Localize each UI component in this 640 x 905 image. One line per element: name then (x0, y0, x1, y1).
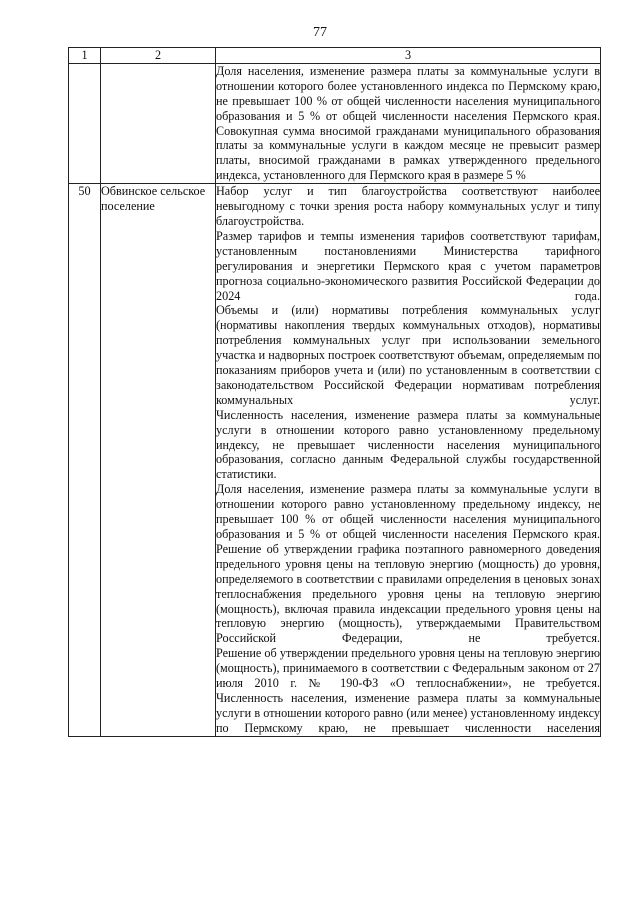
content-paragraph: Объемы и (или) нормативы потребления коммунальных услуг (нормативы накопления твердых коммунальных отходов), нормативы потребления коммунальных услуг при использовании земельного участка и надворных построек соответствуют объемам, определяемым по показаниям приборов учета и (или) по установленным в соответствии с законодательством Российской Федерации нормативам потребления коммунальных услуг. (216, 303, 600, 407)
row-content-cell (216, 184, 601, 737)
table-row-continuation (69, 63, 601, 183)
row-number: 50 (69, 184, 101, 737)
content-paragraph: Решение об утверждении предельного уровня цены на тепловую энергию (мощность), принимаемого в соответствии с Федеральным законом от 27 июля 2010 г. № 190-ФЗ «О теплоснабжении», не требуется. (216, 646, 600, 691)
content-paragraph: Размер тарифов и темпы изменения тарифов соответствуют тарифам, установленным постановлениями Министерства тарифного регулирования и энергетики Пермского края с учетом параметров прогноза социально-экономического развития Российской Федерации до 2024 года. (216, 228, 600, 303)
municipality-name: Обвинское сельское поселение (101, 184, 216, 737)
empty-name-cell (101, 63, 216, 183)
content-paragraph: Решение об утверждении графика поэтапного равномерного доведения предельного уровня цены на тепловую энергию (мощность) до уровня, определяемого в соответствии с правилами определения в ценовых зонах теплоснабжения предельного уровня цены на тепловую энергию (мощность), включая правила индексации предельного уровня цены на тепловую энергию (мощность), утверждаемыми Правительством Российской Федерации, не требуется. (216, 541, 600, 646)
empty-number-cell (69, 63, 101, 183)
table-header-row (69, 48, 601, 64)
column-header-1: 1 (69, 48, 101, 64)
table-row-50 (69, 184, 601, 737)
content-paragraph: Численность населения, изменение размера платы за коммунальные услуги в отношении которого равно установленному предельному индексу, не превышает численности населения муниципального образования, согласно данным Федеральной службы государственной статистики. (216, 407, 600, 482)
content-paragraph: Набор услуг и тип благоустройства соответствуют наиболее невыгодному с точки зрения роста набору коммунальных услуг и типу благоустройства. (216, 184, 600, 228)
continuation-paragraph: Доля населения, изменение размера платы за коммунальные услуги в отношении которого более установленного индекса по Пермскому краю, не превышает 100 % от общей численности населения муниципального образования и 5 % от общей численности населения Пермского края. (216, 63, 600, 123)
column-header-3: 3 (216, 48, 601, 64)
continuation-paragraph: Совокупная сумма вносимой гражданами муниципального образования платы за коммунальные услуги в каждом месяце не превысит размер платы, вносимой гражданами в рамках утвержденного предельного индекса, установленного для Пермского края в размере 5 % (216, 123, 600, 183)
continuation-content-cell (216, 63, 601, 183)
column-header-2: 2 (101, 48, 216, 64)
content-paragraph: Доля населения, изменение размера платы за коммунальные услуги в отношении которого равно установленному предельному индексу, не превышает 100 % от общей численности населения муниципального образования и 5 % от общей численности населения Пермского края. (216, 482, 600, 541)
page-number: 77 (313, 25, 327, 40)
content-paragraph: Численность населения, изменение размера платы за коммунальные услуги в отношении которого равно (или менее) установленному индексу по Пермскому краю, не превышает численности населения (216, 690, 600, 735)
document-table (68, 47, 601, 737)
